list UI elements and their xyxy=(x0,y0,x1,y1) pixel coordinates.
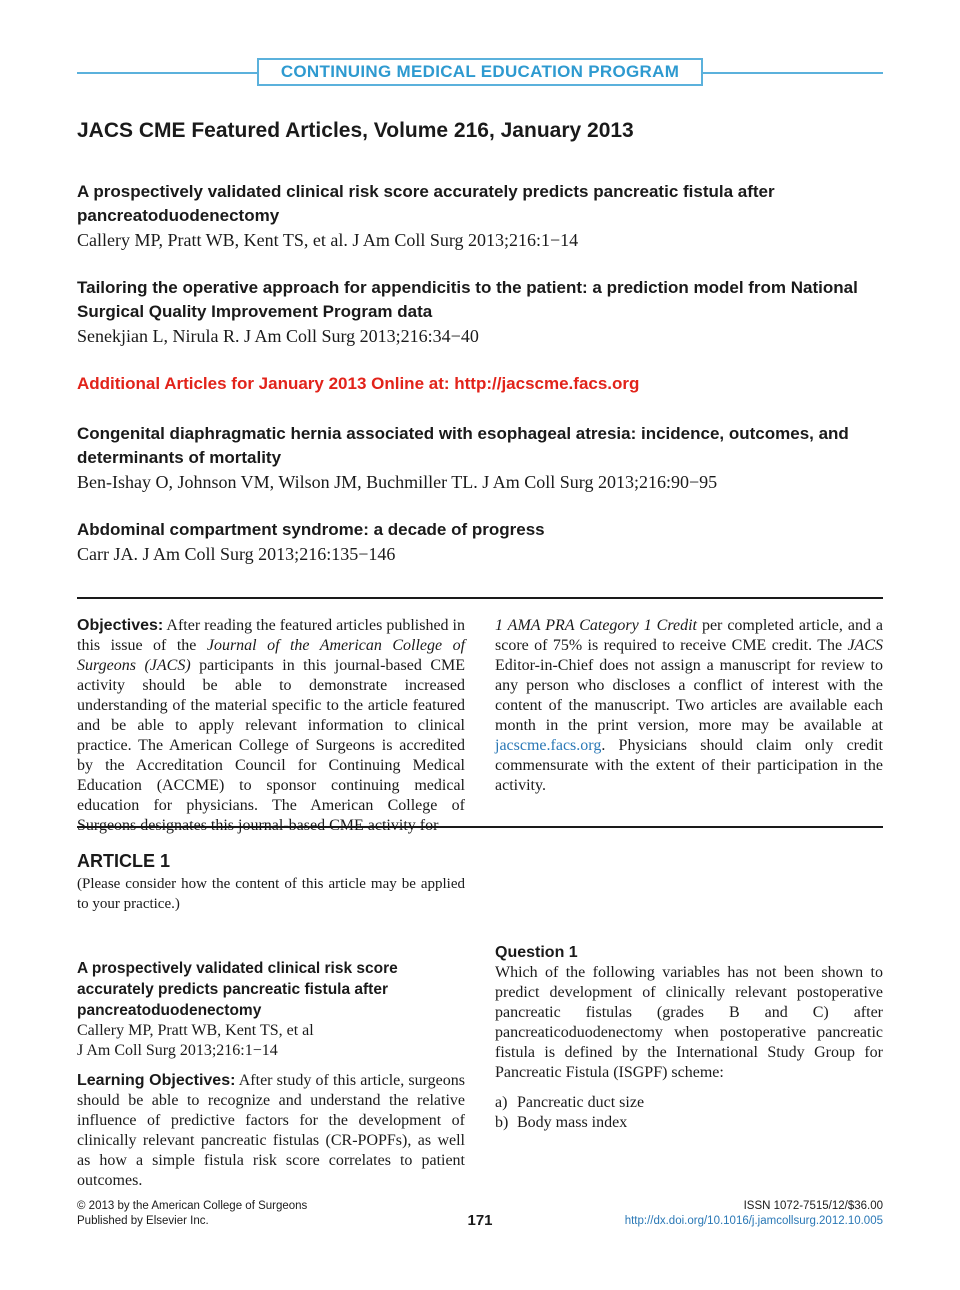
article-heading: ARTICLE 1 xyxy=(77,851,171,871)
objectives-left-column xyxy=(77,616,465,836)
copyright: © 2013 by the American College of Surgeons xyxy=(77,1200,308,1212)
objectives-paragraph: Objectives: After reading the featured articles published in this issue of the Journal of the American College of Surgeons (JACS) participants in this journal-based CME activity should be able to demonstrate increased understanding of the material specific to the article featured and be able to apply relevant information to clinical practice. The American College of Surgeons is accredited by the Accreditation Council for Continuing Medical Education (ACCME) to sponsor continuing medical education for physicians. The American College of xyxy=(77,617,466,814)
objectives-top-rule xyxy=(77,597,883,599)
question1-column xyxy=(495,943,883,1133)
online-article-title: Congenital diaphragmatic hernia associated with esophageal atresia: incidence, outcomes, and determinants of mortality xyxy=(77,424,849,467)
featured-article-2 xyxy=(77,276,883,348)
publisher: Published by Elsevier Inc. xyxy=(77,1215,209,1227)
article-journal: J Am Coll Surg 2013;216:1−14 xyxy=(77,1042,278,1059)
issn: ISSN 1072-7515/12/$36.00 xyxy=(743,1200,883,1212)
online-article-1 xyxy=(77,422,883,494)
article1-column xyxy=(77,850,465,1191)
objectives-right-column xyxy=(495,616,883,796)
online-article-citation: Carr JA. J Am Coll Surg 2013;216:135−146 xyxy=(77,544,396,564)
learning-objectives: Learning Objectives: After study of this article, surgeons should be able to recognize and understand the relative influence of predictive factors for the development of clinically relevant pancreatic fistulas (CR-POPFs), as well as how a simple fistula risk score correlates to patient outcomes. xyxy=(77,1072,466,1189)
featured-article-1 xyxy=(77,180,883,252)
answer-options xyxy=(495,1093,883,1133)
footer-left xyxy=(77,1199,307,1229)
banner-rule-right xyxy=(703,72,883,74)
online-articles-heading[interactable]: Additional Articles for January 2013 Online at: http://jacscme.facs.org xyxy=(77,374,640,393)
featured-article-citation: Senekjian L, Nirula R. J Am Coll Surg 2013;216:34−40 xyxy=(77,326,479,346)
objectives-continued: 1 AMA PRA Category 1 Credit per completed article, and a score of 75% is required to receive CME credit. The JACS Editor-in-Chief does not assign a manuscript for review to any person who discloses a conflict of interest with the content of the manuscript. Two articles are available each month in the print version, more may be available at jacscme.facs.org. Physicians should claim only credit commensurate with the extent of their participation in the activity. xyxy=(495,617,884,794)
page-title: JACS CME Featured Articles, Volume 216, January 2013 xyxy=(77,119,634,142)
cme-banner xyxy=(257,58,703,86)
featured-article-title: Tailoring the operative approach for appendicitis to the patient: a prediction model from National Surgical Quality Improvement Program data xyxy=(77,278,858,321)
journal-name: Journal of the American College of Surgeons (JACS) xyxy=(77,637,466,674)
objectives-bottom-rule xyxy=(77,826,883,828)
question-heading: Question 1 xyxy=(495,944,578,961)
article-authors: Callery MP, Pratt WB, Kent TS, et al xyxy=(77,1022,314,1039)
article-note: (Please consider how the content of this article may be applied to your practice.) xyxy=(77,876,465,912)
objectives-label: Objectives: xyxy=(77,617,164,634)
featured-article-title: A prospectively validated clinical risk score accurately predicts pancreatic fistula after pancreatoduodenectomy xyxy=(77,182,775,225)
credit-designation: 1 AMA PRA Category 1 Credit xyxy=(495,617,697,634)
online-article-citation: Ben-Ishay O, Johnson VM, Wilson JM, Buchmiller TL. J Am Coll Surg 2013;216:90−95 xyxy=(77,472,718,492)
answer-option-b[interactable]: b) Body mass index xyxy=(495,1114,628,1131)
online-article-2 xyxy=(77,518,883,566)
answer-option-a[interactable]: a) Pancreatic duct size xyxy=(495,1094,645,1111)
learning-objectives-label: Learning Objectives: xyxy=(77,1072,236,1089)
doi-link[interactable]: http://dx.doi.org/10.1016/j.jamcollsurg.2012.10.005 xyxy=(624,1215,883,1227)
footer-right xyxy=(625,1199,883,1229)
banner-text: CONTINUING MEDICAL EDUCATION PROGRAM xyxy=(280,62,680,81)
question-text: Which of the following variables has not been shown to predict development of clinically relevant postoperative pancreatic fistulas (grades B and C) after pancreaticoduodenectomy when postoperative pancreatic fistula is defined by the International Study Group for Pancreatic Fistula (ISGPF) scheme: xyxy=(495,964,883,1081)
online-article-title: Abdominal compartment syndrome: a decade of progress xyxy=(77,520,545,539)
banner-rule-left xyxy=(77,72,257,74)
featured-article-citation: Callery MP, Pratt WB, Kent TS, et al. J Am Coll Surg 2013;216:1−14 xyxy=(77,230,579,250)
cme-website-link[interactable]: jacscme.facs.org xyxy=(495,737,602,754)
page-number: 171 xyxy=(467,1212,493,1229)
article-title: A prospectively validated clinical risk score accurately predicts pancreatic fistula after pancreatoduodenectomy xyxy=(77,960,398,1019)
